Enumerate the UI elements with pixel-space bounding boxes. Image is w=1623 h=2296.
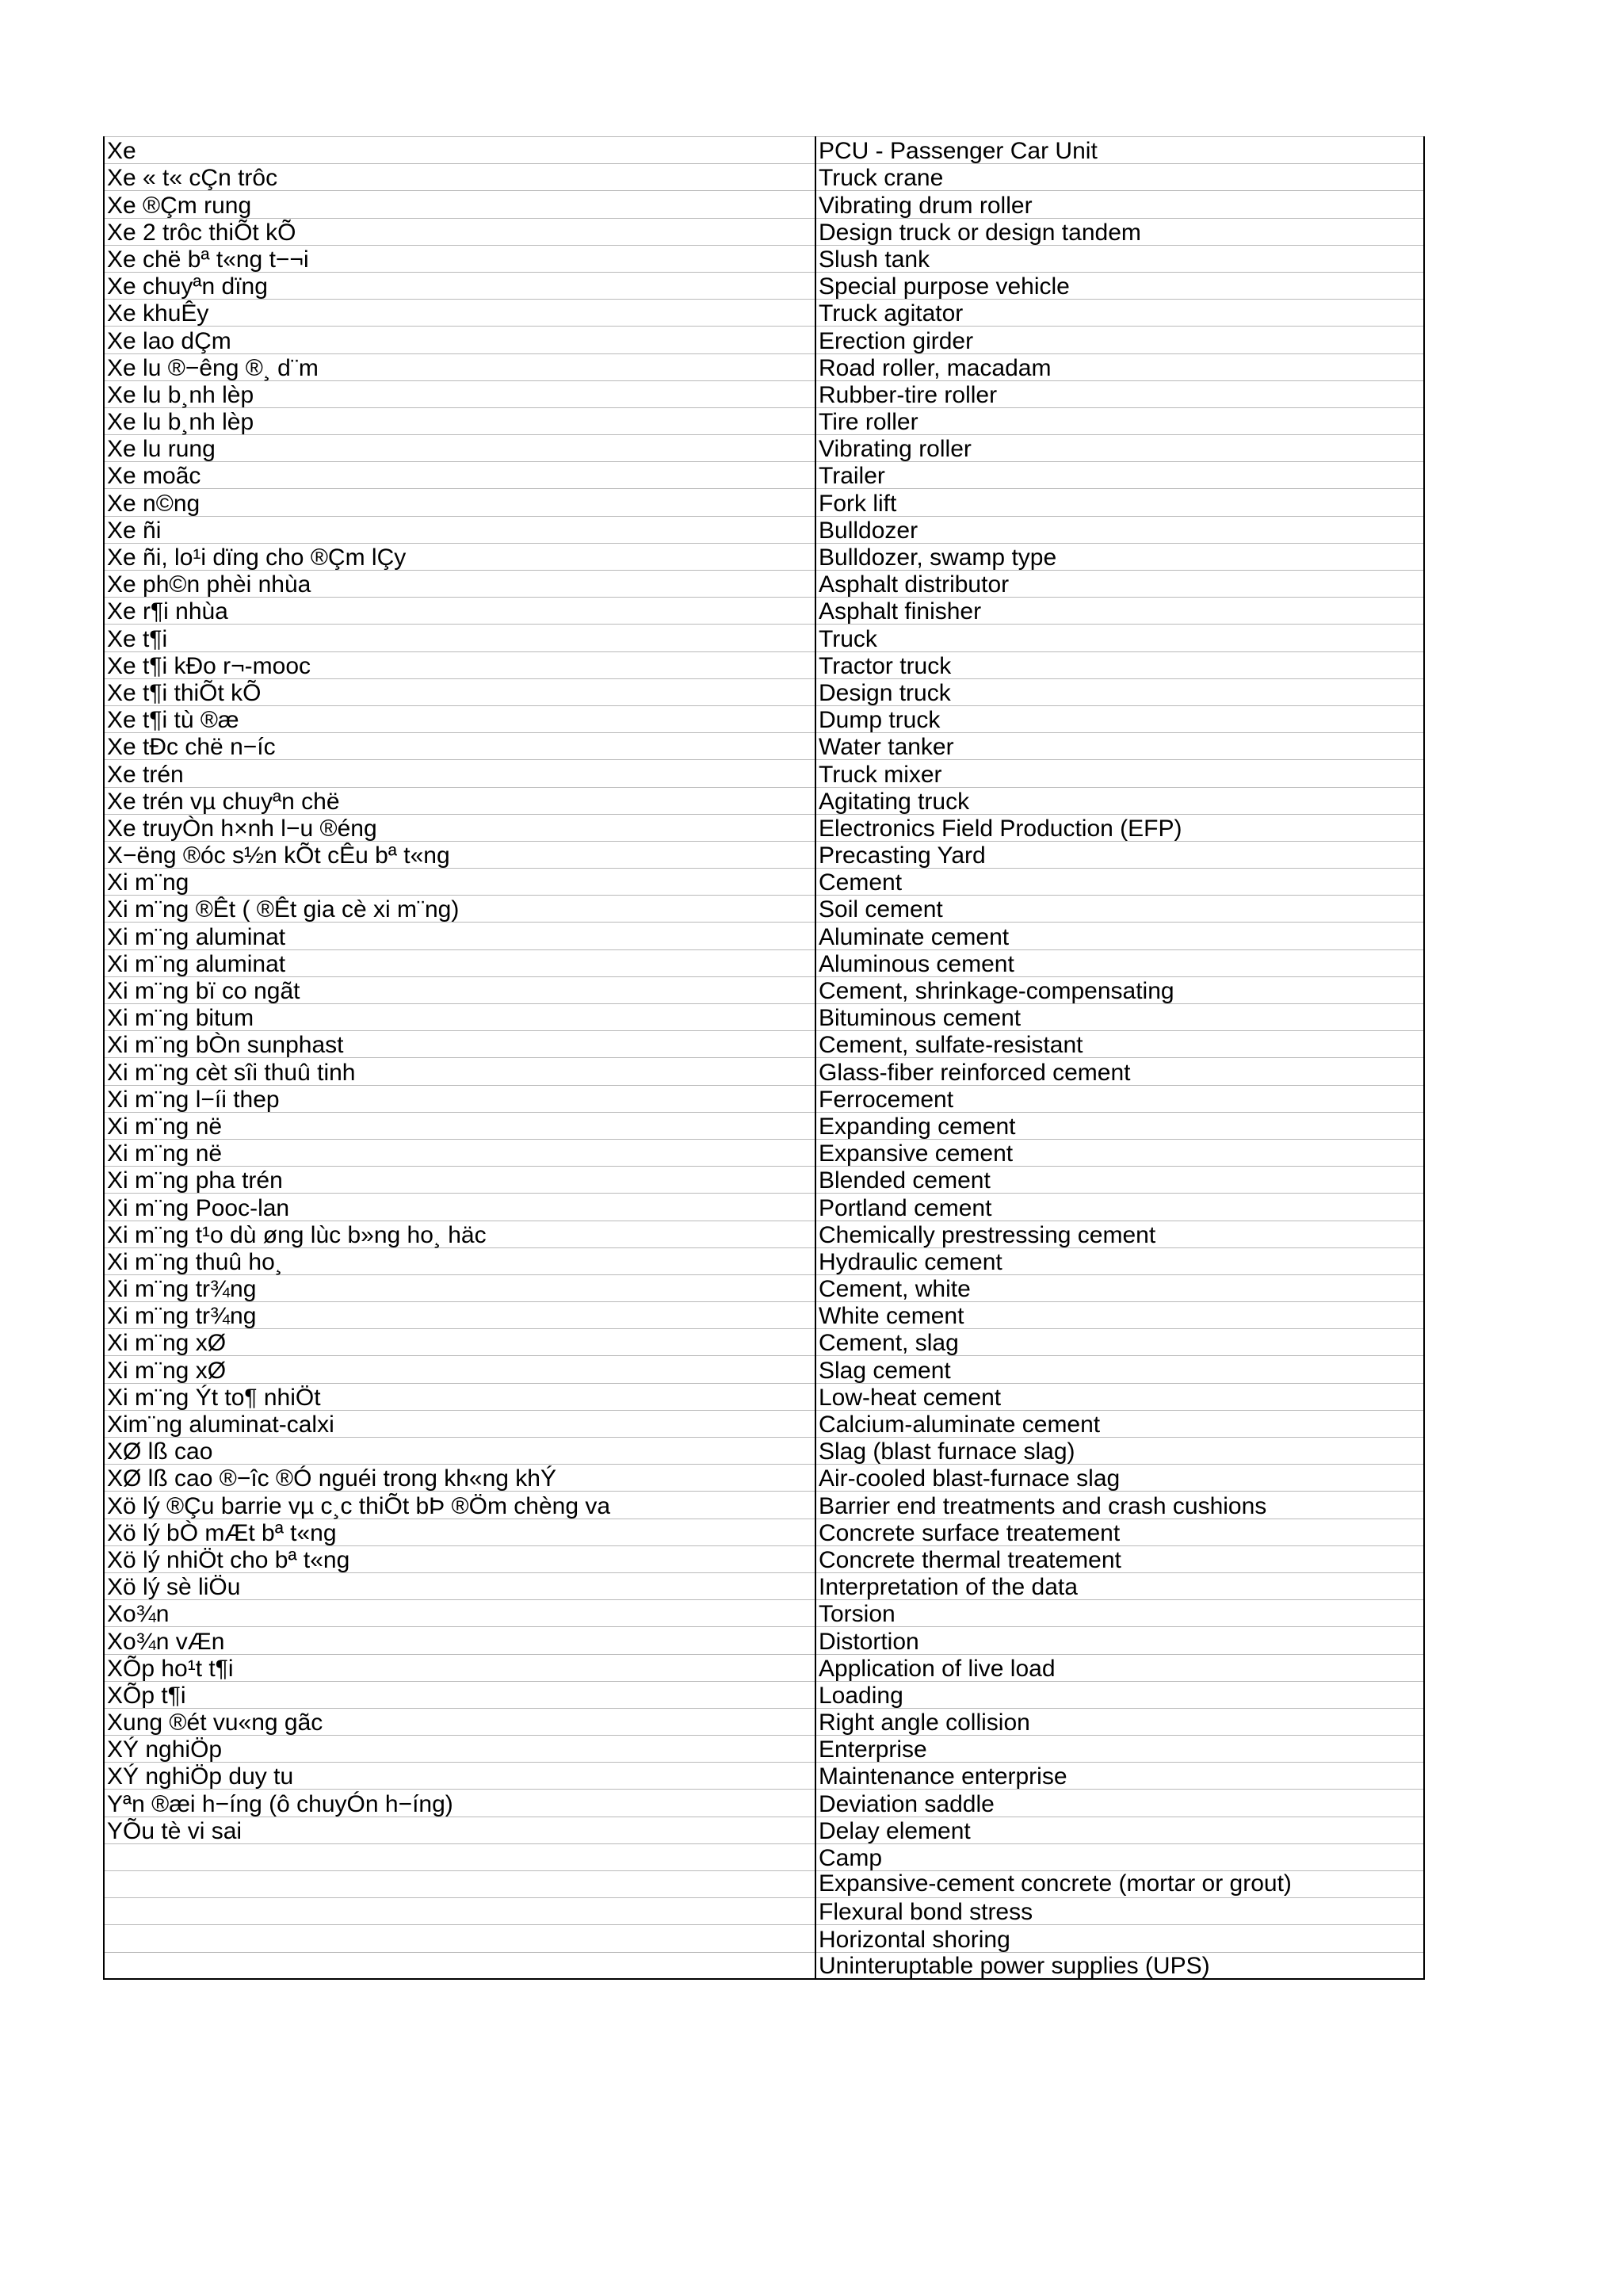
table-row xyxy=(104,1329,1424,1356)
vietnamese-term-cell: Xe t¶i tù ®æ xyxy=(104,705,815,732)
table-row xyxy=(104,516,1424,543)
table-row xyxy=(104,1790,1424,1817)
english-term-cell: Cement, slag xyxy=(815,1329,1424,1356)
table-row xyxy=(104,1545,1424,1572)
english-term-cell: Concrete thermal treatement xyxy=(815,1545,1424,1572)
vietnamese-term-cell: Xi m¨ng në xyxy=(104,1139,815,1166)
english-term-cell: Flexural bond stress xyxy=(815,1898,1424,1925)
vietnamese-term-cell: Xim¨ng aluminat-calxi xyxy=(104,1410,815,1437)
english-term-cell: Bituminous cement xyxy=(815,1004,1424,1031)
vietnamese-term-cell xyxy=(104,1843,815,1870)
vietnamese-term-cell: Xe chë bª t«ng t−¬i xyxy=(104,245,815,272)
vietnamese-term-cell: Xe lu rung xyxy=(104,435,815,462)
table-row xyxy=(104,489,1424,516)
table-row xyxy=(104,1572,1424,1599)
table-row xyxy=(104,923,1424,949)
english-term-cell: Precasting Yard xyxy=(815,841,1424,868)
table-row xyxy=(104,678,1424,705)
vietnamese-term-cell: Xö lý bÒ mÆt bª t«ng xyxy=(104,1519,815,1545)
vietnamese-term-cell: YÕu tè vi sai xyxy=(104,1817,815,1843)
english-term-cell: Camp xyxy=(815,1843,1424,1870)
english-term-cell: Delay element xyxy=(815,1817,1424,1843)
vietnamese-term-cell: Xe ®Çm rung xyxy=(104,191,815,218)
vietnamese-term-cell: XÝ nghiÖp xyxy=(104,1736,815,1763)
vietnamese-term-cell: Xe lu b¸nh lèp xyxy=(104,407,815,434)
table-row xyxy=(104,462,1424,489)
table-row xyxy=(104,1654,1424,1681)
english-term-cell: White cement xyxy=(815,1302,1424,1329)
english-term-cell: Road roller, macadam xyxy=(815,353,1424,380)
vietnamese-term-cell: Xö lý ®Çu barrie vµ c¸c thiÕt bÞ ®Öm chèng va xyxy=(104,1492,815,1519)
vietnamese-term-cell: Xi m¨ng aluminat xyxy=(104,949,815,976)
vietnamese-term-cell: Xi m¨ng thuû ho¸ xyxy=(104,1247,815,1274)
table-row xyxy=(104,1221,1424,1247)
english-term-cell: Barrier end treatments and crash cushions xyxy=(815,1492,1424,1519)
vietnamese-term-cell: Xe lao dÇm xyxy=(104,327,815,353)
vietnamese-term-cell xyxy=(104,1925,815,1952)
english-term-cell: Water tanker xyxy=(815,733,1424,760)
english-term-cell: Asphalt finisher xyxy=(815,598,1424,625)
vietnamese-term-cell: Xi m¨ng xØ xyxy=(104,1329,815,1356)
vietnamese-term-cell: Xi m¨ng bï co ngãt xyxy=(104,976,815,1003)
table-row xyxy=(104,137,1424,164)
vietnamese-term-cell: Xe xyxy=(104,137,815,164)
vietnamese-term-cell: Xi m¨ng aluminat xyxy=(104,923,815,949)
english-term-cell: Horizontal shoring xyxy=(815,1925,1424,1952)
table-row xyxy=(104,353,1424,380)
table-row xyxy=(104,191,1424,218)
vietnamese-term-cell: Xi m¨ng në xyxy=(104,1112,815,1139)
vietnamese-term-cell: Yªn ®æi h−íng (ô chuyÓn h−íng) xyxy=(104,1790,815,1817)
table-row xyxy=(104,1438,1424,1465)
english-term-cell: Chemically prestressing cement xyxy=(815,1221,1424,1247)
vietnamese-term-cell: Xe r¶i nhùa xyxy=(104,598,815,625)
glossary-body xyxy=(104,137,1424,1980)
vietnamese-term-cell: Xi m¨ng Ýt to¶ nhiÖt xyxy=(104,1383,815,1410)
vietnamese-term-cell: Xe trén vµ chuyªn chë xyxy=(104,787,815,814)
table-row xyxy=(104,1247,1424,1274)
table-row xyxy=(104,1763,1424,1790)
table-row xyxy=(104,380,1424,407)
english-term-cell: Hydraulic cement xyxy=(815,1247,1424,1274)
english-term-cell: PCU - Passenger Car Unit xyxy=(815,137,1424,164)
table-row xyxy=(104,1925,1424,1952)
table-row xyxy=(104,625,1424,651)
table-row xyxy=(104,245,1424,272)
english-term-cell: Expansive cement xyxy=(815,1139,1424,1166)
english-term-cell: Trailer xyxy=(815,462,1424,489)
table-row xyxy=(104,1058,1424,1085)
vietnamese-term-cell: Xö lý nhiÖt cho bª t«ng xyxy=(104,1545,815,1572)
table-row xyxy=(104,272,1424,299)
english-term-cell: Tractor truck xyxy=(815,651,1424,678)
english-term-cell: Vibrating roller xyxy=(815,435,1424,462)
vietnamese-term-cell: Xe lu ®−êng ®¸ d¨m xyxy=(104,353,815,380)
vietnamese-term-cell: Xe truyÒn h×nh l−u ®éng xyxy=(104,814,815,841)
vietnamese-term-cell: Xe moãc xyxy=(104,462,815,489)
english-term-cell: Blended cement xyxy=(815,1167,1424,1194)
english-term-cell: Fork lift xyxy=(815,489,1424,516)
vietnamese-term-cell: Xe ph©n phèi nhùa xyxy=(104,571,815,598)
english-term-cell: Special purpose vehicle xyxy=(815,272,1424,299)
english-term-cell: Bulldozer xyxy=(815,516,1424,543)
vietnamese-term-cell: Xung ®ét vu«ng gãc xyxy=(104,1708,815,1735)
table-row xyxy=(104,1492,1424,1519)
english-term-cell: Truck xyxy=(815,625,1424,651)
english-term-cell: Truck crane xyxy=(815,164,1424,191)
english-term-cell: Truck agitator xyxy=(815,300,1424,327)
vietnamese-term-cell: Xö lý sè liÖu xyxy=(104,1572,815,1599)
table-row xyxy=(104,1194,1424,1221)
table-row xyxy=(104,218,1424,245)
english-term-cell: Agitating truck xyxy=(815,787,1424,814)
table-row xyxy=(104,1627,1424,1654)
glossary-table xyxy=(103,136,1425,1980)
table-row xyxy=(104,1383,1424,1410)
vietnamese-term-cell xyxy=(104,1871,815,1898)
table-row xyxy=(104,1871,1424,1898)
vietnamese-term-cell: XÝ nghiÖp duy tu xyxy=(104,1763,815,1790)
vietnamese-term-cell: Xi m¨ng bÒn sunphast xyxy=(104,1031,815,1058)
english-term-cell: Torsion xyxy=(815,1600,1424,1627)
table-row xyxy=(104,841,1424,868)
english-term-cell: Vibrating drum roller xyxy=(815,191,1424,218)
table-row xyxy=(104,327,1424,353)
vietnamese-term-cell: Xi m¨ng cèt sîi thuû tinh xyxy=(104,1058,815,1085)
vietnamese-term-cell: Xi m¨ng tr¾ng xyxy=(104,1274,815,1301)
english-term-cell: Expanding cement xyxy=(815,1112,1424,1139)
vietnamese-term-cell: Xi m¨ng Pooc-lan xyxy=(104,1194,815,1221)
english-term-cell: Tire roller xyxy=(815,407,1424,434)
english-term-cell: Slush tank xyxy=(815,245,1424,272)
vietnamese-term-cell: Xi m¨ng tr¾ng xyxy=(104,1302,815,1329)
vietnamese-term-cell: Xe ñi, lo¹i dïng cho ®Çm lÇy xyxy=(104,543,815,570)
vietnamese-term-cell: XØ lß cao ®−îc ®Ó nguéi trong kh«ng khÝ xyxy=(104,1465,815,1492)
english-term-cell: Design truck xyxy=(815,678,1424,705)
table-row xyxy=(104,1085,1424,1112)
vietnamese-term-cell: Xi m¨ng xyxy=(104,869,815,896)
english-term-cell: Glass-fiber reinforced cement xyxy=(815,1058,1424,1085)
table-row xyxy=(104,1843,1424,1870)
vietnamese-term-cell: Xi m¨ng bitum xyxy=(104,1004,815,1031)
table-row xyxy=(104,1356,1424,1383)
english-term-cell: Uninteruptable power supplies (UPS) xyxy=(815,1952,1424,1979)
table-row xyxy=(104,1708,1424,1735)
english-term-cell: Low-heat cement xyxy=(815,1383,1424,1410)
vietnamese-term-cell: Xo¾n vÆn xyxy=(104,1627,815,1654)
vietnamese-term-cell xyxy=(104,1898,815,1925)
vietnamese-term-cell: Xe ñi xyxy=(104,516,815,543)
table-row xyxy=(104,1898,1424,1925)
table-row xyxy=(104,1736,1424,1763)
english-term-cell: Cement xyxy=(815,869,1424,896)
vietnamese-term-cell: Xe 2 trôc thiÕt kÕ xyxy=(104,218,815,245)
vietnamese-term-cell: Xe khuÊy xyxy=(104,300,815,327)
table-row xyxy=(104,1274,1424,1301)
english-term-cell: Slag (blast furnace slag) xyxy=(815,1438,1424,1465)
english-term-cell: Deviation saddle xyxy=(815,1790,1424,1817)
vietnamese-term-cell: Xe tÐc chë n−íc xyxy=(104,733,815,760)
english-term-cell: Electronics Field Production (EFP) xyxy=(815,814,1424,841)
table-row xyxy=(104,1952,1424,1979)
table-row xyxy=(104,1681,1424,1708)
table-row xyxy=(104,598,1424,625)
vietnamese-term-cell: Xe chuyªn dïng xyxy=(104,272,815,299)
vietnamese-term-cell: Xe t¶i xyxy=(104,625,815,651)
english-term-cell: Cement, white xyxy=(815,1274,1424,1301)
vietnamese-term-cell: XÕp ho¹t t¶i xyxy=(104,1654,815,1681)
english-term-cell: Cement, shrinkage-compensating xyxy=(815,976,1424,1003)
english-term-cell xyxy=(815,1871,1424,1898)
vietnamese-term-cell: Xe t¶i kÐo r¬-mooc xyxy=(104,651,815,678)
english-term-cell: Asphalt distributor xyxy=(815,571,1424,598)
table-row xyxy=(104,976,1424,1003)
english-term-cell: Application of live load xyxy=(815,1654,1424,1681)
vietnamese-term-cell: Xe lu b¸nh lèp xyxy=(104,380,815,407)
table-row xyxy=(104,949,1424,976)
english-term-cell: Loading xyxy=(815,1681,1424,1708)
vietnamese-term-cell: Xi m¨ng pha trén xyxy=(104,1167,815,1194)
vietnamese-term-cell: Xe trén xyxy=(104,760,815,787)
table-row xyxy=(104,1112,1424,1139)
table-row xyxy=(104,705,1424,732)
vietnamese-term-cell: Xi m¨ng t¹o dù øng lùc b»ng ho¸ häc xyxy=(104,1221,815,1247)
table-row xyxy=(104,869,1424,896)
english-term-cell: Design truck or design tandem xyxy=(815,218,1424,245)
english-term-cell: Maintenance enterprise xyxy=(815,1763,1424,1790)
table-row xyxy=(104,435,1424,462)
vietnamese-term-cell: Xi m¨ng xØ xyxy=(104,1356,815,1383)
table-row xyxy=(104,1139,1424,1166)
table-row xyxy=(104,164,1424,191)
english-term-cell: Cement, sulfate-resistant xyxy=(815,1031,1424,1058)
table-row xyxy=(104,1817,1424,1843)
table-row xyxy=(104,1600,1424,1627)
table-row xyxy=(104,407,1424,434)
english-term-cell: Bulldozer, swamp type xyxy=(815,543,1424,570)
english-term-cell: Interpretation of the data xyxy=(815,1572,1424,1599)
english-term-cell: Calcium-aluminate cement xyxy=(815,1410,1424,1437)
vietnamese-term-cell: Xi m¨ng ®Êt ( ®Êt gia cè xi m¨ng) xyxy=(104,896,815,923)
english-term-cell: Soil cement xyxy=(815,896,1424,923)
table-row xyxy=(104,1167,1424,1194)
table-row xyxy=(104,1004,1424,1031)
english-term-cell: Portland cement xyxy=(815,1194,1424,1221)
vietnamese-term-cell: X−ëng ®óc s½n kÕt cÊu bª t«ng xyxy=(104,841,815,868)
table-row xyxy=(104,1410,1424,1437)
table-row xyxy=(104,1519,1424,1545)
english-term-cell: Aluminous cement xyxy=(815,949,1424,976)
table-row xyxy=(104,896,1424,923)
english-term-cell: Ferrocement xyxy=(815,1085,1424,1112)
vietnamese-term-cell: XÕp t¶i xyxy=(104,1681,815,1708)
table-row xyxy=(104,814,1424,841)
english-term-cell: Distortion xyxy=(815,1627,1424,1654)
vietnamese-term-cell: Xe « t« cÇn trôc xyxy=(104,164,815,191)
english-term-cell: Dump truck xyxy=(815,705,1424,732)
english-term-text: Expansive-cement concrete (mortar or grout) xyxy=(819,1870,1292,1897)
vietnamese-term-cell xyxy=(104,1952,815,1979)
vietnamese-term-cell: Xe t¶i thiÕt kÕ xyxy=(104,678,815,705)
table-row xyxy=(104,651,1424,678)
table-row xyxy=(104,571,1424,598)
vietnamese-term-cell: Xi m¨ng l−íi thep xyxy=(104,1085,815,1112)
table-row xyxy=(104,543,1424,570)
table-row xyxy=(104,1302,1424,1329)
english-term-cell: Aluminate cement xyxy=(815,923,1424,949)
vietnamese-term-cell: XØ lß cao xyxy=(104,1438,815,1465)
table-row xyxy=(104,1031,1424,1058)
english-term-cell: Concrete surface treatement xyxy=(815,1519,1424,1545)
english-term-cell: Slag cement xyxy=(815,1356,1424,1383)
table-row xyxy=(104,733,1424,760)
english-term-cell: Truck mixer xyxy=(815,760,1424,787)
vietnamese-term-cell: Xo¾n xyxy=(104,1600,815,1627)
english-term-cell: Rubber-tire roller xyxy=(815,380,1424,407)
english-term-cell: Right angle collision xyxy=(815,1708,1424,1735)
table-row xyxy=(104,1465,1424,1492)
english-term-cell: Erection girder xyxy=(815,327,1424,353)
vietnamese-term-cell: Xe n©ng xyxy=(104,489,815,516)
english-term-cell: Air-cooled blast-furnace slag xyxy=(815,1465,1424,1492)
english-term-cell: Enterprise xyxy=(815,1736,1424,1763)
table-row xyxy=(104,760,1424,787)
table-row xyxy=(104,787,1424,814)
table-row xyxy=(104,300,1424,327)
